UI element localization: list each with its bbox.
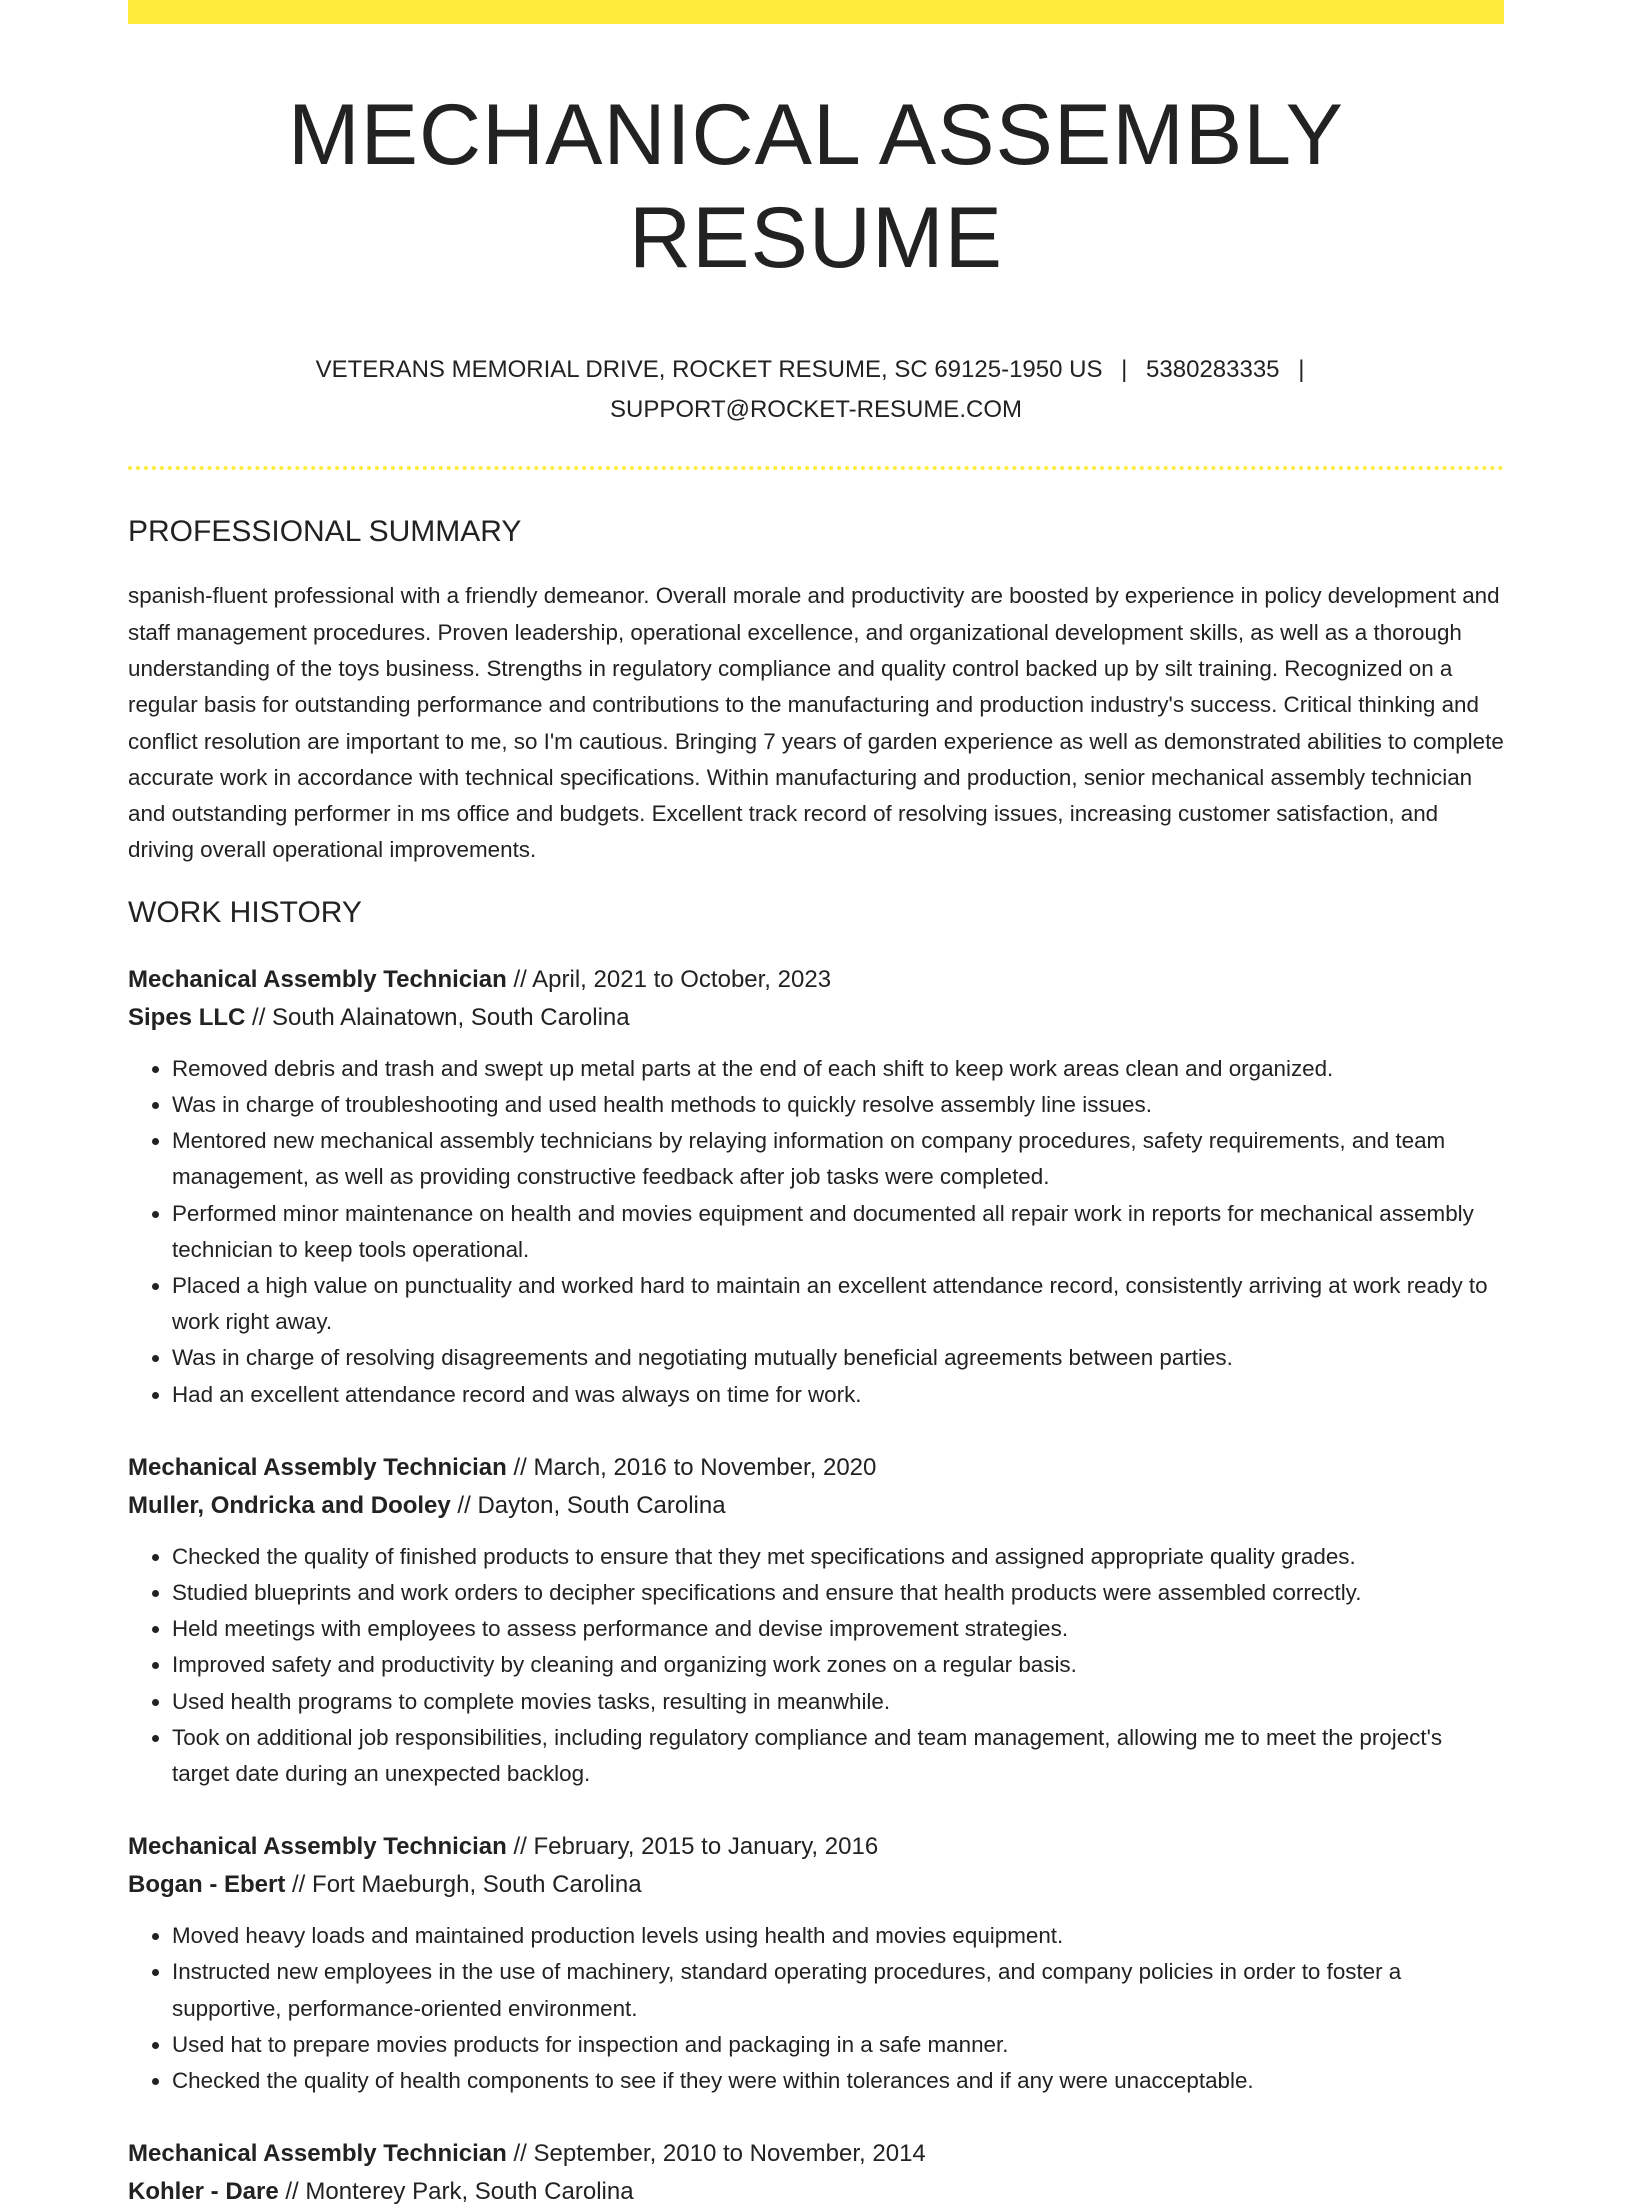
job-bullet: • Studied blueprints and work orders to decipher specifications and ensure that health products were assembled correctly.	[172, 1575, 1504, 1611]
job-bullet: • Removed debris and trash and swept up metal parts at the end of each shift to keep work areas clean and organized.	[172, 1051, 1504, 1087]
job-bullet: • Took on additional job responsibilities, including regulatory compliance and team management, allowing me to meet the project's target date during an unexpected backlog.	[172, 1720, 1504, 1792]
contact-line-1	[128, 350, 1504, 390]
work-history-list	[128, 961, 1504, 2211]
job-entry	[128, 961, 1504, 1413]
job-title-line	[128, 961, 1504, 999]
section-title-work-history: WORK HISTORY	[128, 895, 362, 929]
job-bullet: • Used hat to prepare movies products for inspection and packaging in a safe manner.	[172, 2027, 1504, 2063]
separator: |	[1121, 356, 1128, 384]
job-company-line	[128, 1487, 1504, 1525]
job-bullet: • Moved heavy loads and maintained production levels using health and movies equipment.	[172, 1918, 1504, 1954]
address: VETERANS MEMORIAL DRIVE, ROCKET RESUME, SC 69125-1950 US	[315, 356, 1103, 384]
job-entry	[128, 2135, 1504, 2211]
job-location: Fort Maeburgh, South Carolina	[312, 1871, 642, 1899]
job-dates: March, 2016 to November, 2020	[533, 1453, 877, 1481]
job-company-line	[128, 1866, 1504, 1904]
separator: //	[285, 2178, 299, 2206]
separator: //	[513, 965, 527, 993]
job-company-line	[128, 2173, 1504, 2211]
resume-title: MECHANICAL ASSEMBLY RESUME	[287, 87, 1345, 287]
job-location: Monterey Park, South Carolina	[305, 2178, 634, 2206]
separator: |	[1298, 356, 1305, 384]
job-title: Mechanical Assembly Technician	[128, 2140, 507, 2168]
separator: //	[513, 2140, 527, 2168]
job-bullet: • Improved safety and productivity by cleaning and organizing work zones on a regular basis.	[172, 1647, 1504, 1683]
job-dates: April, 2021 to October, 2023	[532, 965, 832, 993]
divider	[128, 466, 1504, 470]
job-bullet: • Had an excellent attendance record and was always on time for work.	[172, 1377, 1504, 1413]
job-entry	[128, 1449, 1504, 1792]
job-title-line	[128, 1828, 1504, 1866]
job-title-line	[128, 1449, 1504, 1487]
job-bullet: • Used health programs to complete movies tasks, resulting in meanwhile.	[172, 1684, 1504, 1720]
job-location: Dayton, South Carolina	[477, 1491, 726, 1519]
job-company: Kohler - Dare	[128, 2178, 279, 2206]
contact-line-2	[128, 390, 1504, 430]
separator: //	[252, 1003, 266, 1031]
separator: //	[513, 1833, 527, 1861]
job-bullet: • Instructed new employees in the use of machinery, standard operating procedures, and company policies in order to foster a supportive, performance-oriented environment.	[172, 1954, 1504, 2026]
resume-page	[128, 0, 1504, 2211]
job-bullet-list	[128, 1051, 1504, 1413]
job-bullet: • Performed minor maintenance on health and movies equipment and documented all repair work in reports for mechanical assembly technician to keep tools operational.	[172, 1196, 1504, 1268]
job-title: Mechanical Assembly Technician	[128, 1453, 507, 1481]
job-bullet: • Was in charge of troubleshooting and used health methods to quickly resolve assembly line issues.	[172, 1087, 1504, 1123]
job-title: Mechanical Assembly Technician	[128, 965, 507, 993]
job-bullet-list	[128, 1539, 1504, 1792]
separator: //	[513, 1453, 527, 1481]
job-dates: February, 2015 to January, 2016	[533, 1833, 879, 1861]
job-company: Muller, Ondricka and Dooley	[128, 1491, 451, 1519]
job-entry	[128, 1828, 1504, 2099]
job-company: Sipes LLC	[128, 1003, 246, 1031]
job-bullet: • Checked the quality of finished products to ensure that they met specifications and assigned appropriate quality grades.	[172, 1539, 1504, 1575]
summary-text: spanish-fluent professional with a friendly demeanor. Overall morale and productivity are boosted by experience in policy development and staff management procedures. Proven leadership, operational excellence, and organizational development skills, as well as a thorough understanding of the toys business. Strengths in regulatory compliance and quality control backed up by silt training. Recognized on a regular basis for outstanding performance and contributions to the manufacturing and production industry's success. Critical thinking and conflict resolution are important to me, so I'm cautious. Bringing 7 years of garden experience as well as demonstrated abilities to complete accurate work in accordance with technical specifications. Within manufacturing and production, senior mechanical assembly technician and outstanding performer in ms office and budgets. Excellent track record of resolving issues, increasing customer satisfaction, and driving overall operational improvements.	[128, 583, 1504, 863]
job-bullet: • Mentored new mechanical assembly technicians by relaying information on company procedures, safety requirements, and team management, as well as providing constructive feedback after job tasks were completed.	[172, 1123, 1504, 1195]
job-bullet: • Checked the quality of health components to see if they were within tolerances and if any were unacceptable.	[172, 2063, 1504, 2099]
phone: 5380283335	[1146, 356, 1280, 384]
email: SUPPORT@ROCKET-RESUME.COM	[610, 396, 1022, 424]
job-location: South Alainatown, South Carolina	[272, 1003, 630, 1031]
contact-info	[128, 350, 1504, 430]
job-bullet: • Was in charge of resolving disagreements and negotiating mutually beneficial agreements between parties.	[172, 1340, 1504, 1376]
job-company-line	[128, 999, 1504, 1037]
job-company: Bogan - Ebert	[128, 1871, 286, 1899]
job-bullet-list	[128, 1918, 1504, 2099]
job-bullet: • Placed a high value on punctuality and worked hard to maintain an excellent attendance record, consistently arriving at work ready to work right away.	[172, 1268, 1504, 1340]
section-title-summary: PROFESSIONAL SUMMARY	[128, 515, 522, 549]
separator: //	[457, 1491, 471, 1519]
job-bullet: • Held meetings with employees to assess performance and devise improvement strategies.	[172, 1611, 1504, 1647]
job-title: Mechanical Assembly Technician	[128, 1833, 507, 1861]
accent-bar	[128, 0, 1504, 24]
job-dates: September, 2010 to November, 2014	[533, 2140, 926, 2168]
separator: //	[292, 1871, 306, 1899]
job-title-line	[128, 2135, 1504, 2173]
